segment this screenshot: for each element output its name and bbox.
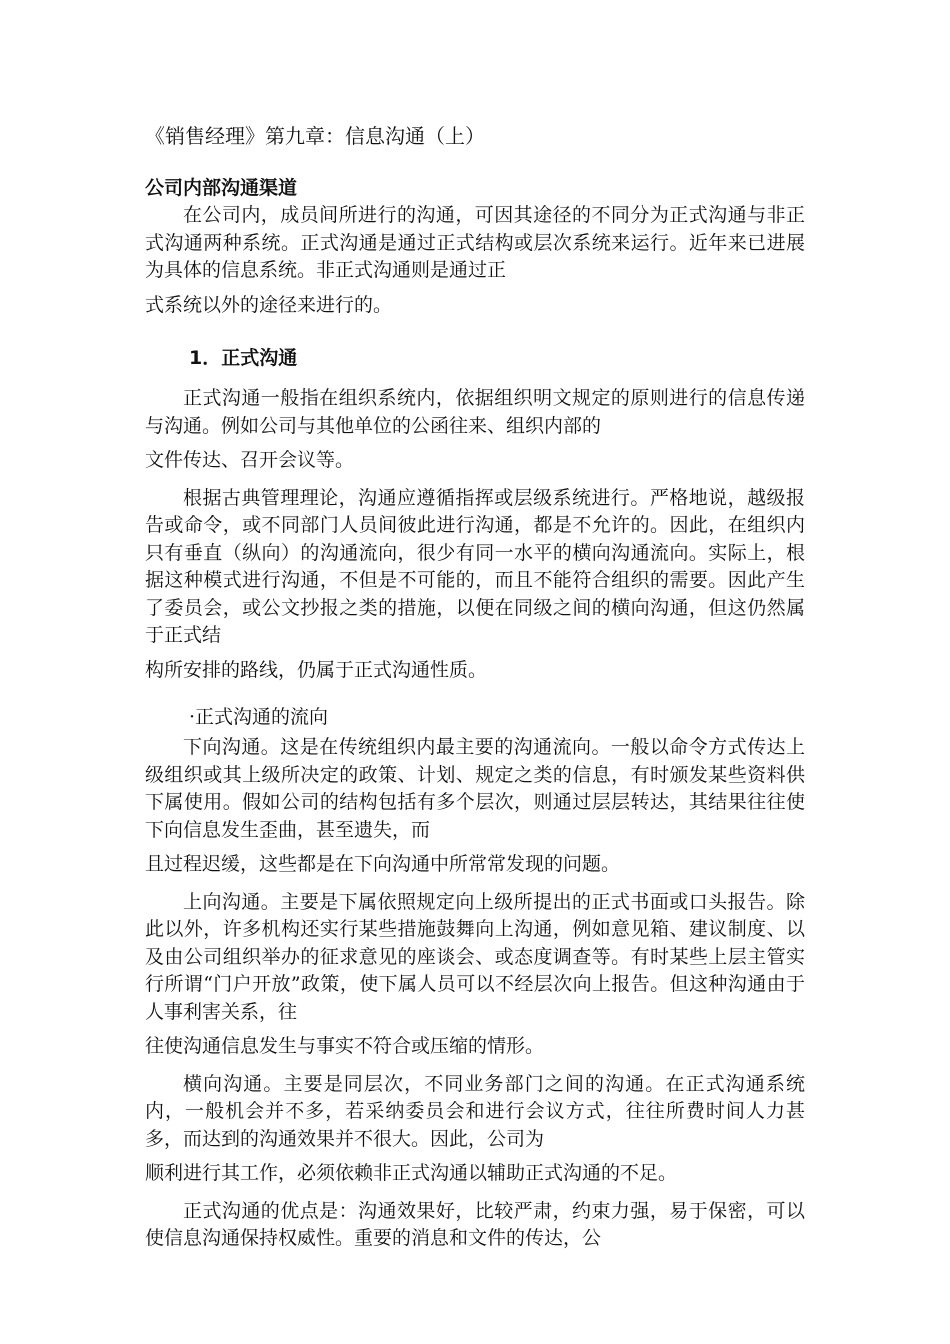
paragraph-downward <box>145 734 805 879</box>
paragraph-last-line: 且过程迟缓，这些都是在下向沟通中所常常发现的问题。 <box>145 853 621 875</box>
paragraph-text: 正式沟通一般指在组织系统内，依据组织明文规定的原则进行的信息传递与沟通。例如公司与其他单位的公函往来、组织内部的 <box>145 387 805 437</box>
paragraph-channels-intro <box>145 202 805 319</box>
document-body <box>145 118 805 1253</box>
paragraph-last-line: 顺利进行其工作，必须依赖非正式沟通以辅助正式沟通的不足。 <box>145 1162 678 1184</box>
paragraph-last-line: 式系统以外的途径来进行的。 <box>145 293 393 316</box>
paragraph-text: 正式沟通的优点是：沟通效果好，比较严肃，约束力强，易于保密，可以使信息沟通保持权威性。重要的消息和文件的传达，公 <box>145 1199 805 1249</box>
paragraph-text: 横向沟通。主要是同层次，不同业务部门之间的沟通。在正式沟通系统内，一般机会并不多，若采纳委员会和进行会议方式，往往所费时间人力甚多，而达到的沟通效果并不很大。因此，公司为 <box>145 1072 805 1150</box>
paragraph-text: 根据古典管理理论，沟通应遵循指挥或层级系统进行。严格地说，越级报告或命令，或不同部门人员间彼此进行沟通，都是不允许的。因此，在组织内只有垂直（纵向）的沟通流向，很少有同一水平的横向沟通流向。实际上，根据这种模式进行沟通，不但是不可能的，而且不能符合组织的需要。因此产生了委员会，或公文抄报之类的措施，以便在同级之间的横向沟通，但这仍然属于正式结 <box>145 486 805 646</box>
subheading-formal-communication: 1．正式沟通 <box>189 347 298 369</box>
paragraph-advantages <box>145 1198 805 1253</box>
paragraph-formal-definition <box>145 385 805 475</box>
paragraph-horizontal <box>145 1071 805 1188</box>
paragraph-last-line: 往使沟通信息发生与事实不符合或压缩的情形。 <box>145 1035 545 1057</box>
paragraph-text: 在公司内，成员间所进行的沟通，可因其途径的不同分为正式沟通与非正式沟通两种系统。正式沟通是通过正式结构或层次系统来运行。近年来已进展为具体的信息系统。非正式沟通则是通过正 <box>145 204 805 281</box>
paragraph-upward <box>145 889 805 1061</box>
section-title: 公司内部沟通渠道 <box>145 177 298 199</box>
paragraph-last-line: 构所安排的路线，仍属于正式沟通性质。 <box>145 658 488 681</box>
document-title: 《销售经理》第九章：信息沟通（上） <box>145 124 485 148</box>
paragraph-text: 下向沟通。这是在传统组织内最主要的沟通流向。一般以命令方式传达上级组织或其上级所决定的政策、计划、规定之类的信息，有时颁发某些资料供下属使用。假如公司的结构包括有多个层次，则通过层层转达，其结果往往使下向信息发生歪曲，甚至遗失，而 <box>145 736 805 841</box>
paragraph-classical-theory <box>145 485 805 685</box>
paragraph-last-line: 文件传达、召开会议等。 <box>145 449 355 471</box>
paragraph-text: 上向沟通。主要是下属依照规定向上级所提出的正式书面或口头报告。除此以外，许多机构还实行某些措施鼓舞向上沟通，例如意见箱、建议制度、以及由公司组织举办的征求意见的座谈会、或态度调查等。有时某些上层主管实行所谓“门户开放”政策，使下属人员可以不经层次向上报告。但这种沟通由于人事利害关系，往 <box>145 890 805 1023</box>
bullet-heading-flow-direction: ·正式沟通的流向 <box>189 706 329 728</box>
